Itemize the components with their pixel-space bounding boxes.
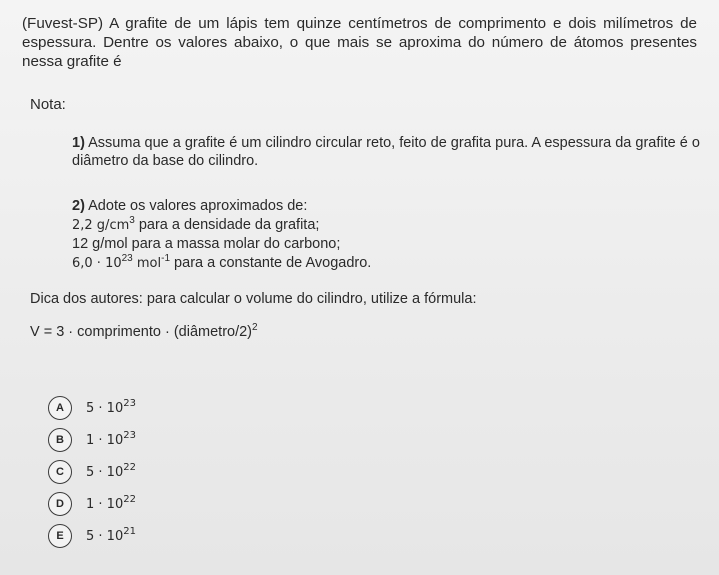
option-e-base: 5 · 10	[86, 528, 124, 544]
formula-text: V = 3 · comprimento · (diâmetro/2)	[30, 324, 253, 340]
density-value: 2,2 g/cm	[72, 218, 130, 233]
option-b-exponent: 23	[123, 429, 136, 441]
molar-mass-line: 12 g/mol para a massa molar do carbono;	[72, 236, 341, 252]
option-a-letter[interactable]: A	[48, 396, 72, 420]
avogadro-line	[72, 254, 702, 273]
option-b-letter[interactable]: B	[48, 428, 72, 452]
option-e-text	[86, 525, 136, 544]
option-c-text	[86, 461, 136, 480]
avogadro-unit: mol	[132, 256, 162, 271]
option-b-base: 1 · 10	[86, 432, 124, 448]
note-2	[72, 197, 702, 273]
volume-formula	[30, 324, 258, 340]
option-c-exponent: 22	[123, 461, 136, 473]
note-2-number: 2)	[72, 198, 85, 214]
option-b[interactable]	[48, 428, 248, 452]
avogadro-base: 6,0 · 10	[72, 256, 122, 271]
option-e-exponent: 21	[123, 525, 136, 537]
note-2-intro: Adote os valores aproximados de:	[88, 198, 308, 214]
authors-tip: Dica dos autores: para calcular o volume do cilindro, utilize a fórmula:	[30, 291, 477, 307]
nota-label: Nota:	[30, 96, 66, 113]
note-1	[72, 134, 702, 170]
option-a-exponent: 23	[123, 397, 136, 409]
option-d-base: 1 · 10	[86, 496, 124, 512]
option-c[interactable]	[48, 460, 248, 484]
note-2-intro-line	[72, 197, 702, 216]
density-line	[72, 216, 702, 235]
avogadro-text: para a constante de Avogadro.	[170, 255, 372, 271]
option-d[interactable]	[48, 492, 248, 516]
note-1-number: 1)	[72, 135, 85, 151]
option-a-base: 5 · 10	[86, 400, 124, 416]
density-exponent: 3	[129, 215, 135, 226]
question-statement: (Fuvest-SP) A grafite de um lápis tem quinze centímetros de comprimento e dois milímetros de espessura. Dentre os valores abaixo, o que mais se aproxima do número de átomos presentes nessa grafite é	[22, 15, 697, 70]
option-c-base: 5 · 10	[86, 464, 124, 480]
option-c-letter[interactable]: C	[48, 460, 72, 484]
formula-exponent: 2	[252, 322, 258, 333]
option-a[interactable]	[48, 396, 248, 420]
option-d-exponent: 22	[123, 493, 136, 505]
avogadro-exponent: 23	[121, 253, 133, 264]
option-a-text	[86, 397, 136, 416]
option-e-letter[interactable]: E	[48, 524, 72, 548]
option-b-text	[86, 429, 136, 448]
option-d-letter[interactable]: D	[48, 492, 72, 516]
note-1-text: Assuma que a grafite é um cilindro circular reto, feito de grafita pura. A espessura da grafite é o diâmetro da base do cilindro.	[72, 135, 700, 169]
option-e[interactable]	[48, 524, 248, 548]
avogadro-unit-exponent: -1	[161, 253, 171, 264]
density-text: para a densidade da grafita;	[134, 217, 320, 233]
option-d-text	[86, 493, 136, 512]
